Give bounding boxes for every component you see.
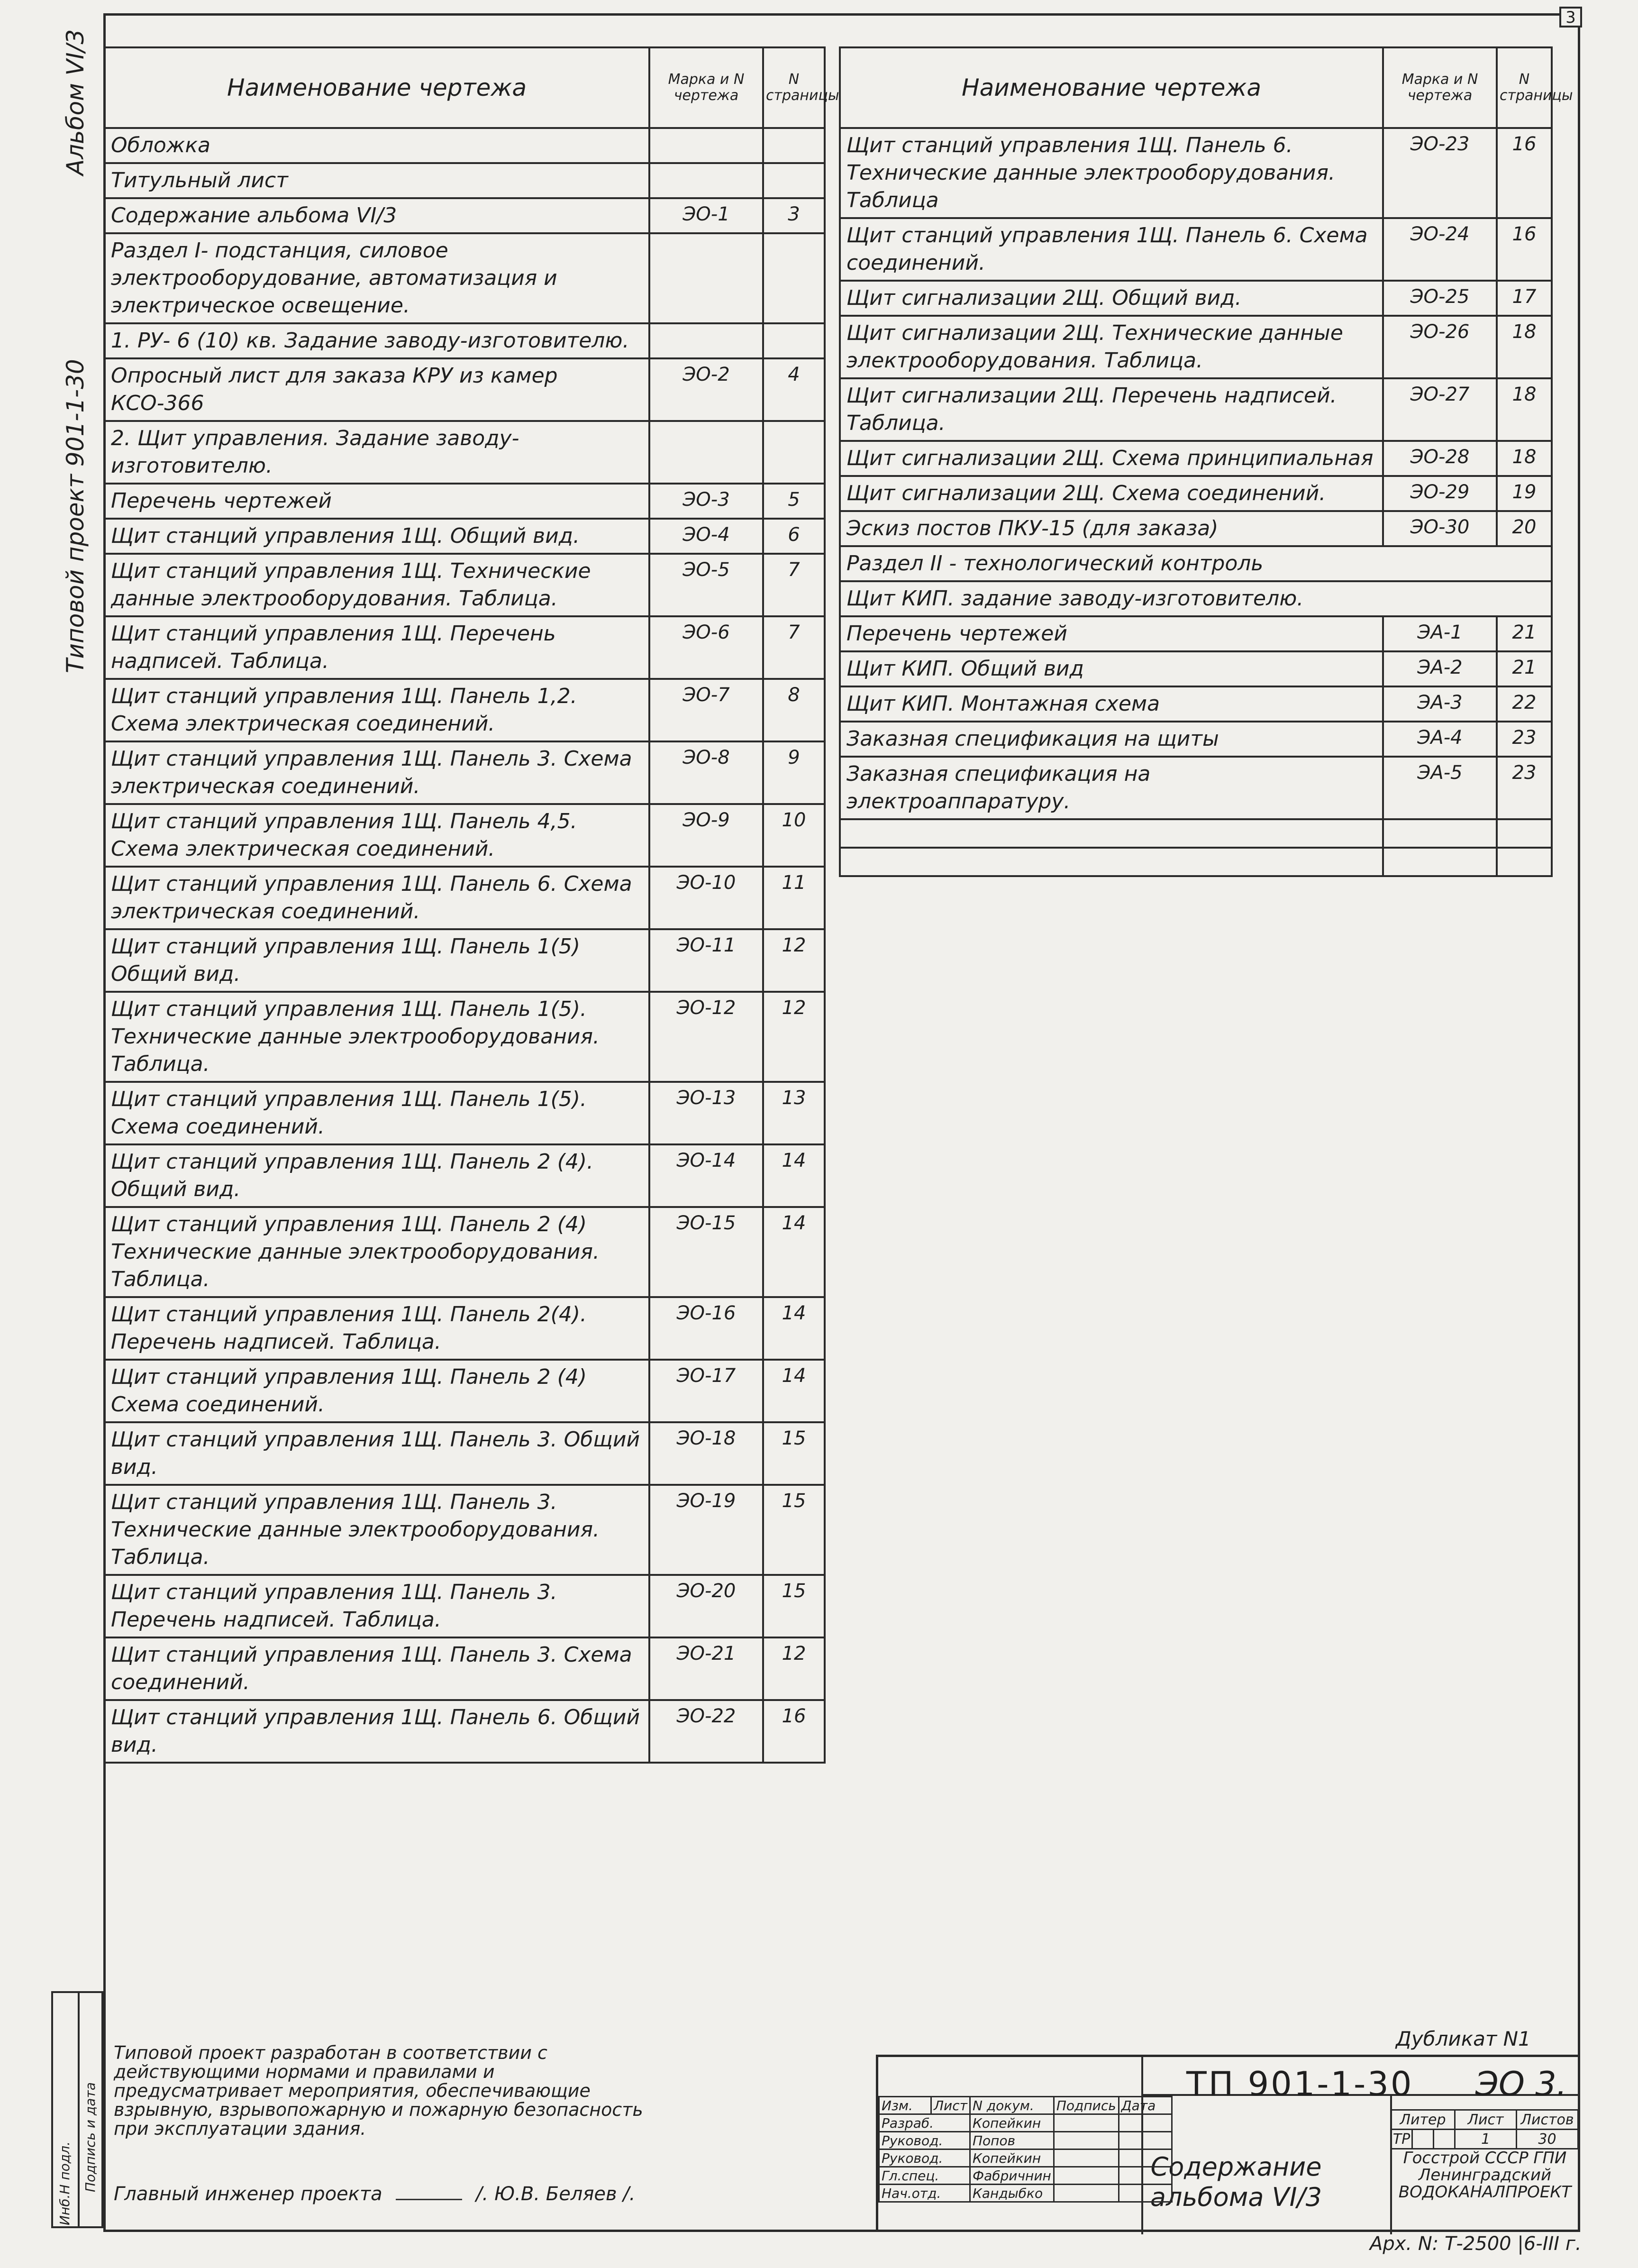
role-date [1119, 2114, 1172, 2132]
drawing-code: ЭО-12 [649, 992, 763, 1082]
drawing-name: Заказная спецификация на щиты [840, 722, 1383, 757]
drawing-code [1383, 848, 1497, 876]
page-number: 15 [763, 1575, 825, 1637]
drawing-code: ЭО-26 [1383, 316, 1497, 378]
meta-header-sheet: Лист [1455, 2110, 1517, 2130]
table-row [840, 378, 1552, 441]
table-row [840, 128, 1552, 218]
drawing-code: ЭО-27 [1383, 378, 1497, 441]
drawing-code: ЭА-3 [1383, 686, 1497, 722]
table-row [840, 757, 1552, 819]
table-row [104, 929, 825, 992]
roles-table [878, 2096, 1173, 2203]
drawing-name: Щит сигнализации 2Щ. Схема соединений. [840, 476, 1383, 511]
drawing-code [649, 421, 763, 484]
stub-sign-label: Подпись и дата [82, 2082, 98, 2192]
drawing-code: ЭА-5 [1383, 757, 1497, 819]
drawing-name: Щит станций управления 1Щ. Панель 3. Перечень надписей. Таблица. [104, 1575, 649, 1637]
page-number: 11 [763, 867, 825, 929]
role-date [1119, 2149, 1172, 2167]
project-note: Типовой проект разработан в соответствии с действующими нормами и правилами и предусматривает мероприятия, обеспечивающие взрывную, взрывопожарную и пожарную безопасность при эксплуатации здания. [114, 2042, 643, 2139]
drawing-code: ЭО-10 [649, 867, 763, 929]
table-row [840, 616, 1552, 651]
drawing-code: ЭО-5 [649, 554, 763, 616]
drawing-code: ЭО-19 [649, 1485, 763, 1575]
drawing-code: ЭА-1 [1383, 616, 1497, 651]
page-number: 16 [1497, 128, 1552, 218]
page-number: 14 [763, 1360, 825, 1422]
drawing-code: ЭО-23 [1383, 128, 1497, 218]
drawing-name: Щит станций управления 1Щ. Панель 1(5) Общий вид. [104, 929, 649, 992]
role-row [879, 2132, 1172, 2149]
drawing-name: Щит станций управления 1Щ. Панель 6. Общий вид. [104, 1700, 649, 1763]
drawing-code: ЭО-4 [649, 519, 763, 554]
role-signature [1054, 2149, 1119, 2167]
drawing-name: Щит станций управления 1Щ. Панель 3. Общий вид. [104, 1422, 649, 1485]
drawing-code: ЭО-18 [649, 1422, 763, 1485]
page-number: 20 [1497, 511, 1552, 546]
drawing-name: Заказная спецификация на электроаппаратуру. [840, 757, 1383, 819]
role-person: Копейкин [970, 2114, 1054, 2132]
drawing-name: Щит сигнализации 2Щ. Общий вид. [840, 281, 1383, 316]
project-side-label: Типовой проект 901-1-30 [62, 359, 89, 673]
role-label: Разраб. [879, 2114, 970, 2132]
drawing-name: Щит станций управления 1Щ. Панель 6. Схема электрическая соединений. [104, 867, 649, 929]
page-number: 12 [763, 929, 825, 992]
drawing-name: 2. Щит управления. Задание заводу- изготовителю. [104, 421, 649, 484]
page-number: 16 [1497, 218, 1552, 281]
table-row [840, 316, 1552, 378]
drawing-name: Титульный лист [104, 163, 649, 198]
page-number [763, 421, 825, 484]
drawing-name: Щит станций управления 1Щ. Панель 1(5). Схема соединений. [104, 1082, 649, 1144]
drawing-name: Щит станций управления 1Щ. Панель 6. Технические данные электрооборудования. Таблица [840, 128, 1383, 218]
title-block [876, 2055, 1580, 2232]
header-page: N страницы [1497, 47, 1552, 128]
drawing-name: Щит станций управления 1Щ. Панель 2(4). Перечень надписей. Таблица. [104, 1297, 649, 1360]
table-row [840, 281, 1552, 316]
table-row [104, 1207, 825, 1297]
table-row [840, 819, 1552, 848]
drawing-code: ЭО-9 [649, 804, 763, 867]
table-row [104, 1144, 825, 1207]
drawing-name: Содержание альбома VI/3 [104, 198, 649, 233]
duplicate-mark: Дубликат N1 [1396, 2027, 1531, 2050]
page-number: 16 [763, 1700, 825, 1763]
roles-header [879, 2097, 1172, 2114]
role-date [1119, 2185, 1172, 2202]
drawing-name: Щит сигнализации 2Щ. Схема принципиальная [840, 441, 1383, 476]
drawing-name: Перечень чертежей [104, 484, 649, 519]
page-number: 14 [763, 1207, 825, 1297]
table-row [840, 651, 1552, 686]
table-row [840, 546, 1552, 581]
header-name: Наименование чертежа [104, 47, 649, 128]
project-code: ТП 901-1-30 [1186, 2065, 1414, 2103]
meta-table [1390, 2109, 1579, 2149]
roles-header-cell: Подпись [1054, 2097, 1119, 2114]
table-row [104, 358, 825, 421]
role-row [879, 2185, 1172, 2202]
album-title: Содержание альбома VI/3 [1150, 2152, 1322, 2212]
role-row [879, 2167, 1172, 2185]
page-number: 5 [763, 484, 825, 519]
table-row [104, 1700, 825, 1763]
role-row [879, 2114, 1172, 2132]
table-row [104, 519, 825, 554]
drawing-name: Раздел I- подстанция, силовое электрооборудование, автоматизация и электрическое освещение. [104, 233, 649, 323]
table-row [104, 484, 825, 519]
page-number: 9 [763, 741, 825, 804]
page-number: 3 [763, 198, 825, 233]
table-row [104, 1297, 825, 1360]
role-date [1119, 2167, 1172, 2185]
page-number: 7 [763, 616, 825, 679]
drawing-code [1383, 819, 1497, 848]
sheet-code: ЭО 3. [1475, 2065, 1567, 2103]
drawing-name: Щит станций управления 1Щ. Панель 1(5). Технические данные электрооборудования. Таблица. [104, 992, 649, 1082]
drawing-code: ЭО-1 [649, 198, 763, 233]
page-number [763, 233, 825, 323]
page-number: 18 [1497, 441, 1552, 476]
drawing-code: ЭА-4 [1383, 722, 1497, 757]
table-row [104, 128, 825, 163]
page-number [763, 323, 825, 358]
drawing-code: ЭО-17 [649, 1360, 763, 1422]
drawing-name: Щит станций управления 1Щ. Панель 1,2. Схема электрическая соединений. [104, 679, 649, 741]
drawing-name: Щит станций управления 1Щ. Панель 2 (4). Общий вид. [104, 1144, 649, 1207]
drawing-name: Щит сигнализации 2Щ. Перечень надписей. Таблица. [840, 378, 1383, 441]
table-row [104, 1360, 825, 1422]
page-number: 17 [1497, 281, 1552, 316]
role-person: Кандыбко [970, 2185, 1054, 2202]
corner-sheet-number: 3 [1559, 7, 1582, 27]
table-row [104, 163, 825, 198]
roles-header-cell: Лист [931, 2097, 970, 2114]
drawing-name [840, 848, 1383, 876]
table-row [104, 1575, 825, 1637]
drawing-name: Щит станций управления 1Щ. Панель 6. Схема соединений. [840, 218, 1383, 281]
drawing-name: Щит станций управления 1Щ. Панель 3. Технические данные электрооборудования. Таблица. [104, 1485, 649, 1575]
table-row [104, 554, 825, 616]
page-number: 14 [763, 1144, 825, 1207]
table-row [840, 686, 1552, 722]
header-name: Наименование чертежа [840, 47, 1383, 128]
page-number: 18 [1497, 378, 1552, 441]
page-number: 14 [763, 1297, 825, 1360]
drawing-name: Щит станций управления 1Щ. Панель 2 (4) Технические данные электрооборудования. Таблица. [104, 1207, 649, 1297]
album-side-label: Альбом VI/3 [62, 29, 89, 175]
page-number: 22 [1497, 686, 1552, 722]
drawing-code: ЭО-16 [649, 1297, 763, 1360]
role-signature [1054, 2132, 1119, 2149]
page-number: 23 [1497, 757, 1552, 819]
drawing-name: Щит КИП. Монтажная схема [840, 686, 1383, 722]
table-row [104, 1422, 825, 1485]
page-number: 8 [763, 679, 825, 741]
drawing-name: Опросный лист для заказа КРУ из камер КСО-366 [104, 358, 649, 421]
table-row [840, 441, 1552, 476]
page-number: 13 [763, 1082, 825, 1144]
page-number [1497, 819, 1552, 848]
roles-header-cell: Изм. [879, 2097, 931, 2114]
page-number: 7 [763, 554, 825, 616]
page-number: 12 [763, 1637, 825, 1700]
drawing-code [649, 128, 763, 163]
drawing-name: Щит сигнализации 2Щ. Технические данные электрооборудования. Таблица. [840, 316, 1383, 378]
drawing-code: ЭО-24 [1383, 218, 1497, 281]
page-number: 15 [763, 1485, 825, 1575]
drawing-code: ЭО-7 [649, 679, 763, 741]
table-row [840, 581, 1552, 616]
page-number [1497, 848, 1552, 876]
table-row [840, 722, 1552, 757]
drawing-code: ЭО-11 [649, 929, 763, 992]
chief-engineer [114, 2183, 636, 2205]
drawing-name: Щит КИП. Общий вид [840, 651, 1383, 686]
table-row [104, 867, 825, 929]
role-signature [1054, 2167, 1119, 2185]
table-row [840, 218, 1552, 281]
table-header [104, 47, 825, 128]
role-person: Попов [970, 2132, 1054, 2149]
drawing-name: Щит станций управления 1Щ. Технические данные электрооборудования. Таблица. [104, 554, 649, 616]
table-row [104, 421, 825, 484]
table-row [104, 741, 825, 804]
organization: Госстрой СССР ГПИ Ленинградский ВОДОКАНАЛПРОЕКТ [1398, 2149, 1572, 2202]
table-row [104, 679, 825, 741]
page-number: 21 [1497, 651, 1552, 686]
drawing-code [649, 323, 763, 358]
role-person: Фабричнин [970, 2167, 1054, 2185]
drawing-code: ЭО-8 [649, 741, 763, 804]
drawing-code: ЭО-22 [649, 1700, 763, 1763]
role-label: Руковод. [879, 2132, 970, 2149]
table-header [840, 47, 1552, 128]
role-label: Гл.спец. [879, 2167, 970, 2185]
header-page: N страницы [763, 47, 825, 128]
drawing-name: Щит станций управления 1Щ. Панель 3. Схема соединений. [104, 1637, 649, 1700]
drawing-code: ЭО-15 [649, 1207, 763, 1297]
section-heading: Щит КИП. задание заводу-изготовителю. [840, 581, 1552, 616]
chief-engineer-name: /. Ю.В. Беляев /. [476, 2183, 636, 2205]
drawing-name: Щит станций управления 1Щ. Панель 4,5. Схема электрическая соединений. [104, 804, 649, 867]
role-label: Руковод. [879, 2149, 970, 2167]
role-signature [1054, 2114, 1119, 2132]
drawing-name: Перечень чертежей [840, 616, 1383, 651]
drawing-code: ЭО-25 [1383, 281, 1497, 316]
drawing-code: ЭО-6 [649, 616, 763, 679]
drawing-code: ЭО-2 [649, 358, 763, 421]
meta-sheet-value: 1 [1455, 2130, 1517, 2149]
drawing-code: ЭО-14 [649, 1144, 763, 1207]
header-code: Марка и N чертежа [1383, 47, 1497, 128]
page-number: 12 [763, 992, 825, 1082]
role-person: Копейкин [970, 2149, 1054, 2167]
drawing-code: ЭО-21 [649, 1637, 763, 1700]
drawing-name: Щит станций управления 1Щ. Общий вид. [104, 519, 649, 554]
header-code: Марка и N чертежа [649, 47, 763, 128]
drawing-code: ЭО-29 [1383, 476, 1497, 511]
drawing-code [649, 163, 763, 198]
drawing-code: ЭО-3 [649, 484, 763, 519]
table-row [840, 476, 1552, 511]
table-row [104, 1637, 825, 1700]
roles-header-cell: Дата [1119, 2097, 1172, 2114]
page-number: 10 [763, 804, 825, 867]
table-row [104, 1082, 825, 1144]
drawing-name: 1. РУ- 6 (10) кв. Задание заводу-изготовителю. [104, 323, 649, 358]
archive-number: Арх. N: Т-2500 |6-III г. [1370, 2233, 1582, 2255]
signature-mark [396, 2199, 462, 2200]
drawing-name: Щит станций управления 1Щ. Перечень надписей. Таблица. [104, 616, 649, 679]
stub-inv-label: Инб.Н подл. [57, 2141, 73, 2225]
drawing-name: Обложка [104, 128, 649, 163]
meta-header-sheets: Листов [1517, 2110, 1578, 2130]
roles-header-cell: N докум. [970, 2097, 1054, 2114]
table-row [104, 1485, 825, 1575]
left-contents-table [103, 46, 839, 1764]
drawing-code: ЭА-2 [1383, 651, 1497, 686]
table-row [104, 198, 825, 233]
page-number: 15 [763, 1422, 825, 1485]
drawing-name: Щит станций управления 1Щ. Панель 3. Схема электрическая соединений. [104, 741, 649, 804]
meta-sheets-value: 30 [1517, 2130, 1578, 2149]
role-date [1119, 2132, 1172, 2149]
table-row [104, 323, 825, 358]
drawing-code: ЭО-30 [1383, 511, 1497, 546]
page-number [763, 128, 825, 163]
drawing-code: ЭО-20 [649, 1575, 763, 1637]
table-row [104, 992, 825, 1082]
right-contents-table [839, 46, 1573, 877]
page-number: 19 [1497, 476, 1552, 511]
drawing-code [649, 233, 763, 323]
table-row [840, 848, 1552, 876]
page-number: 6 [763, 519, 825, 554]
page-number: 23 [1497, 722, 1552, 757]
page-number [763, 163, 825, 198]
drawing-name: Щит станций управления 1Щ. Панель 2 (4) Схема соединений. [104, 1360, 649, 1422]
page-number: 18 [1497, 316, 1552, 378]
drawing-name [840, 819, 1383, 848]
role-label: Нач.отд. [879, 2185, 970, 2202]
table-row [104, 233, 825, 323]
page-number: 4 [763, 358, 825, 421]
drawing-name: Эскиз постов ПКУ-15 (для заказа) [840, 511, 1383, 546]
section-heading: Раздел II - технологический контроль [840, 546, 1552, 581]
table-row [840, 511, 1552, 546]
role-signature [1054, 2185, 1119, 2202]
signature-stub [51, 1991, 103, 2228]
meta-litera-value: ТР [1391, 2130, 1412, 2149]
drawing-code: ЭО-28 [1383, 441, 1497, 476]
meta-header-litera: Литер [1391, 2110, 1455, 2130]
table-row [104, 616, 825, 679]
page-number: 21 [1497, 616, 1552, 651]
drawing-code: ЭО-13 [649, 1082, 763, 1144]
role-row [879, 2149, 1172, 2167]
chief-engineer-label: Главный инженер проекта [114, 2183, 382, 2205]
table-row [104, 804, 825, 867]
